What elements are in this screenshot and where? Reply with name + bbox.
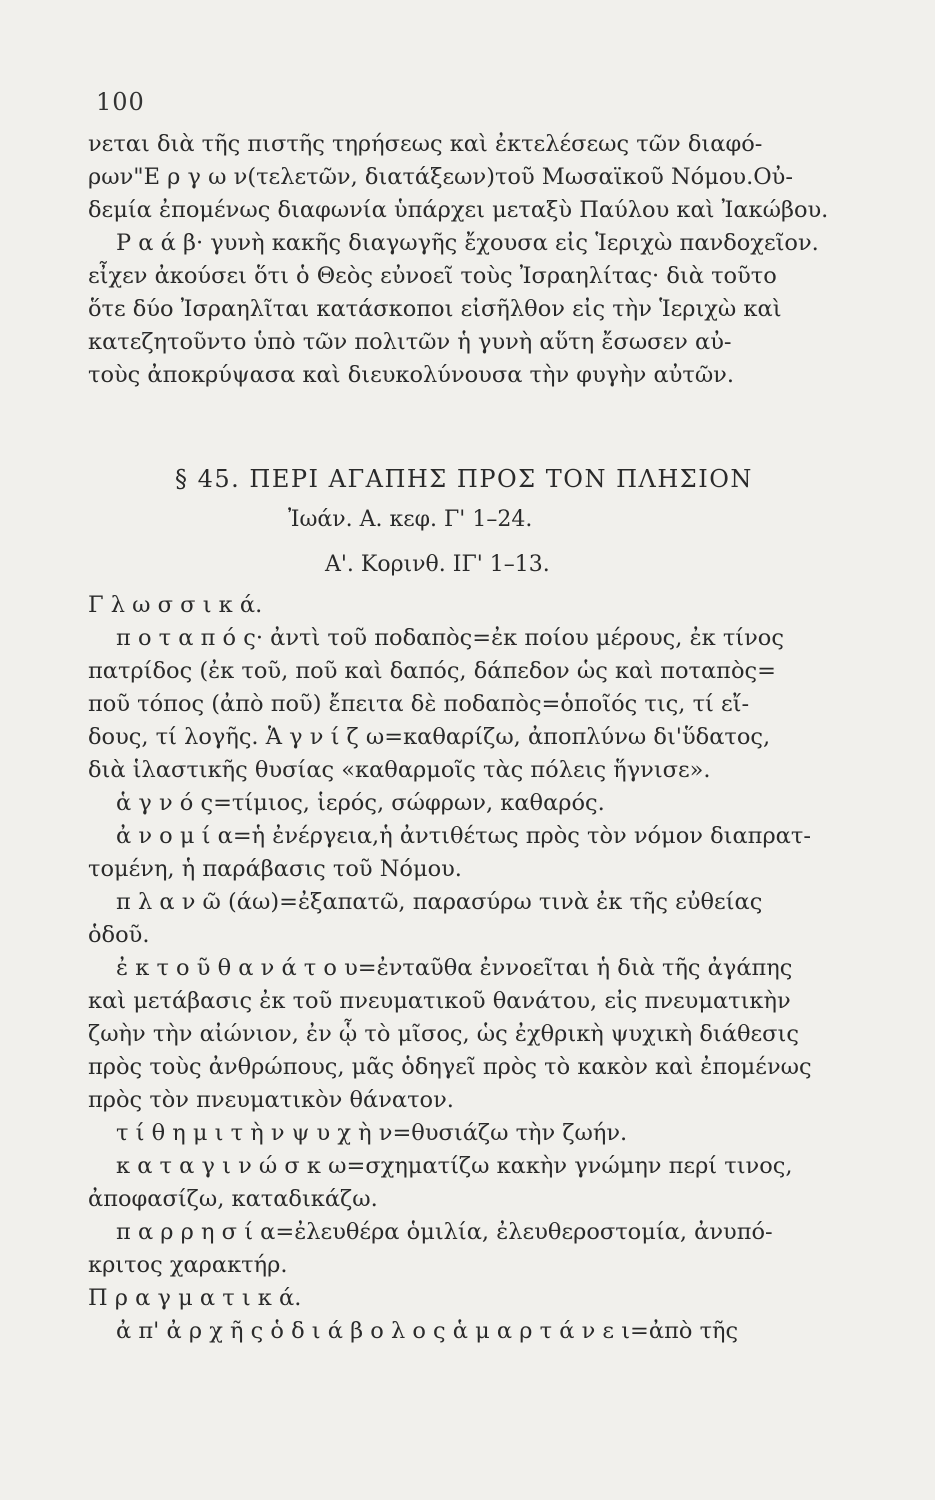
text-line: τομένη, ἡ παράβασις τοῦ Νόμου.: [88, 856, 462, 882]
text-line: πρὸς τὸν πνευματικὸν θάνατον.: [88, 1087, 454, 1113]
section-heading: § 45. ΠΕΡΙ ΑΓΑΠΗΣ ΠΡΟΣ ΤΟΝ ΠΛΗΣΙΟΝ: [175, 465, 753, 493]
page-number: 100: [96, 88, 145, 116]
pragmatika-title: Π ρ α γ μ α τ ι κ ά.: [88, 1285, 302, 1311]
text-line: καὶ μετάβασις ἐκ τοῦ πνευματικοῦ θανάτου, εἰς πνευματικὴν: [88, 988, 791, 1014]
text-line: δεμία ἐπομένως διαφωνία ὑπάρχει μεταξὺ Παύλου καὶ Ἰακώβου.: [88, 197, 829, 223]
text-line: διὰ ἱλαστικῆς θυσίας «καθαρμοῖς τὰς πόλεις ἥγνισε».: [88, 757, 711, 783]
text-line: ὅτε δύο Ἰσραηλῖται κατάσκοποι εἰσῆλθον εἰς τὴν Ἱεριχὼ καὶ: [88, 296, 782, 322]
text-line: ἁ γ ν ό ς=τίμιος, ἱερός, σώφρων, καθαρός.: [116, 790, 605, 816]
text-line: ποῦ τόπος (ἀπὸ ποῦ) ἔπειτα δὲ ποδαπὸς=ὁποῖός τις, τί εἴ-: [88, 691, 750, 717]
text-line: ὁδοῦ.: [88, 922, 150, 948]
text-line: κ α τ α γ ι ν ώ σ κ ω=σχηματίζω κακὴν γνώμην περί τινος,: [116, 1153, 793, 1179]
text-line: εἶχεν ἀκούσει ὅτι ὁ Θεὸς εὐνοεῖ τοὺς Ἰσραηλίτας· διὰ τοῦτο: [88, 263, 777, 289]
text-line: κατεζητοῦντο ὑπὸ τῶν πολιτῶν ἡ γυνὴ αὕτη ἔσωσεν αὐ-: [88, 329, 732, 355]
text-line: δους, τί λογῆς. Ἁ γ ν ί ζ ω=καθαρίζω, ἀποπλύνω δι'ὕδατος,: [88, 724, 771, 750]
glossary-title: Γ λ ω σ σ ι κ ά.: [88, 592, 263, 618]
intro-paragraph: [88, 128, 858, 392]
scripture-reference-2: Α'. Κορινθ. ΙΓ' 1–13.: [325, 552, 550, 577]
text-line: ἐ κ τ ο ῦ θ α ν ά τ ο υ=ἐνταῦθα ἐννοεῖται ἡ διὰ τῆς ἀγάπης: [116, 955, 793, 981]
text-line: τ ί θ η μ ι τ ὴ ν ψ υ χ ὴ ν=θυσιάζω τὴν ζωήν.: [116, 1120, 628, 1146]
text-line: π α ρ ρ η σ ί α=ἐλευθέρα ὁμιλία, ἐλευθεροστομία, ἀνυπό-: [116, 1219, 773, 1245]
text-line: νεται διὰ τῆς πιστῆς τηρήσεως καὶ ἐκτελέσεως τῶν διαφό-: [88, 131, 763, 157]
glossary-section: [88, 588, 868, 1347]
text-line: ρων"Ε ρ γ ω ν(τελετῶν, διατάξεων)τοῦ Μωσαϊκοῦ Νόμου.Οὐ-: [88, 164, 793, 190]
scripture-reference-1: Ἰωάν. Α. κεφ. Γ' 1–24.: [288, 507, 533, 532]
text-line: πατρίδος (ἐκ τοῦ, ποῦ καὶ δαπός, δάπεδον ὡς καὶ ποταπὸς=: [88, 658, 776, 684]
text-line: ἀποφασίζω, καταδικάζω.: [88, 1186, 378, 1212]
text-line: πρὸς τοὺς ἀνθρώπους, μᾶς ὁδηγεῖ πρὸς τὸ κακὸν καὶ ἐπομένως: [88, 1054, 812, 1080]
text-line: ἀ ν ο μ ί α=ἡ ἐνέργεια,ἡ ἀντιθέτως πρὸς τὸν νόμον διαπρατ-: [116, 823, 811, 849]
text-line: ἀ π' ἀ ρ χ ῆ ς ὁ δ ι ά β ο λ ο ς ἁ μ α ρ τ ά ν ε ι=ἀπὸ τῆς: [116, 1318, 739, 1344]
text-line: ζωὴν τὴν αἰώνιον, ἐν ᾧ τὸ μῖσος, ὡς ἐχθρικὴ ψυχικὴ διάθεσις: [88, 1021, 799, 1047]
text-line: κριτος χαρακτήρ.: [88, 1252, 288, 1278]
text-line: Ρ α ά β· γυνὴ κακῆς διαγωγῆς ἔχουσα εἰς Ἱεριχὼ πανδοχεῖον.: [116, 230, 819, 256]
text-line: τοὺς ἀποκρύψασα καὶ διευκολύνουσα τὴν φυγὴν αὐτῶν.: [88, 362, 734, 388]
text-line: π ο τ α π ό ς· ἀντὶ τοῦ ποδαπὸς=ἐκ ποίου μέρους, ἐκ τίνος: [116, 625, 784, 651]
text-line: π λ α ν ῶ (άω)=ἐξαπατῶ, παρασύρω τινὰ ἐκ τῆς εὐθείας: [116, 889, 763, 915]
